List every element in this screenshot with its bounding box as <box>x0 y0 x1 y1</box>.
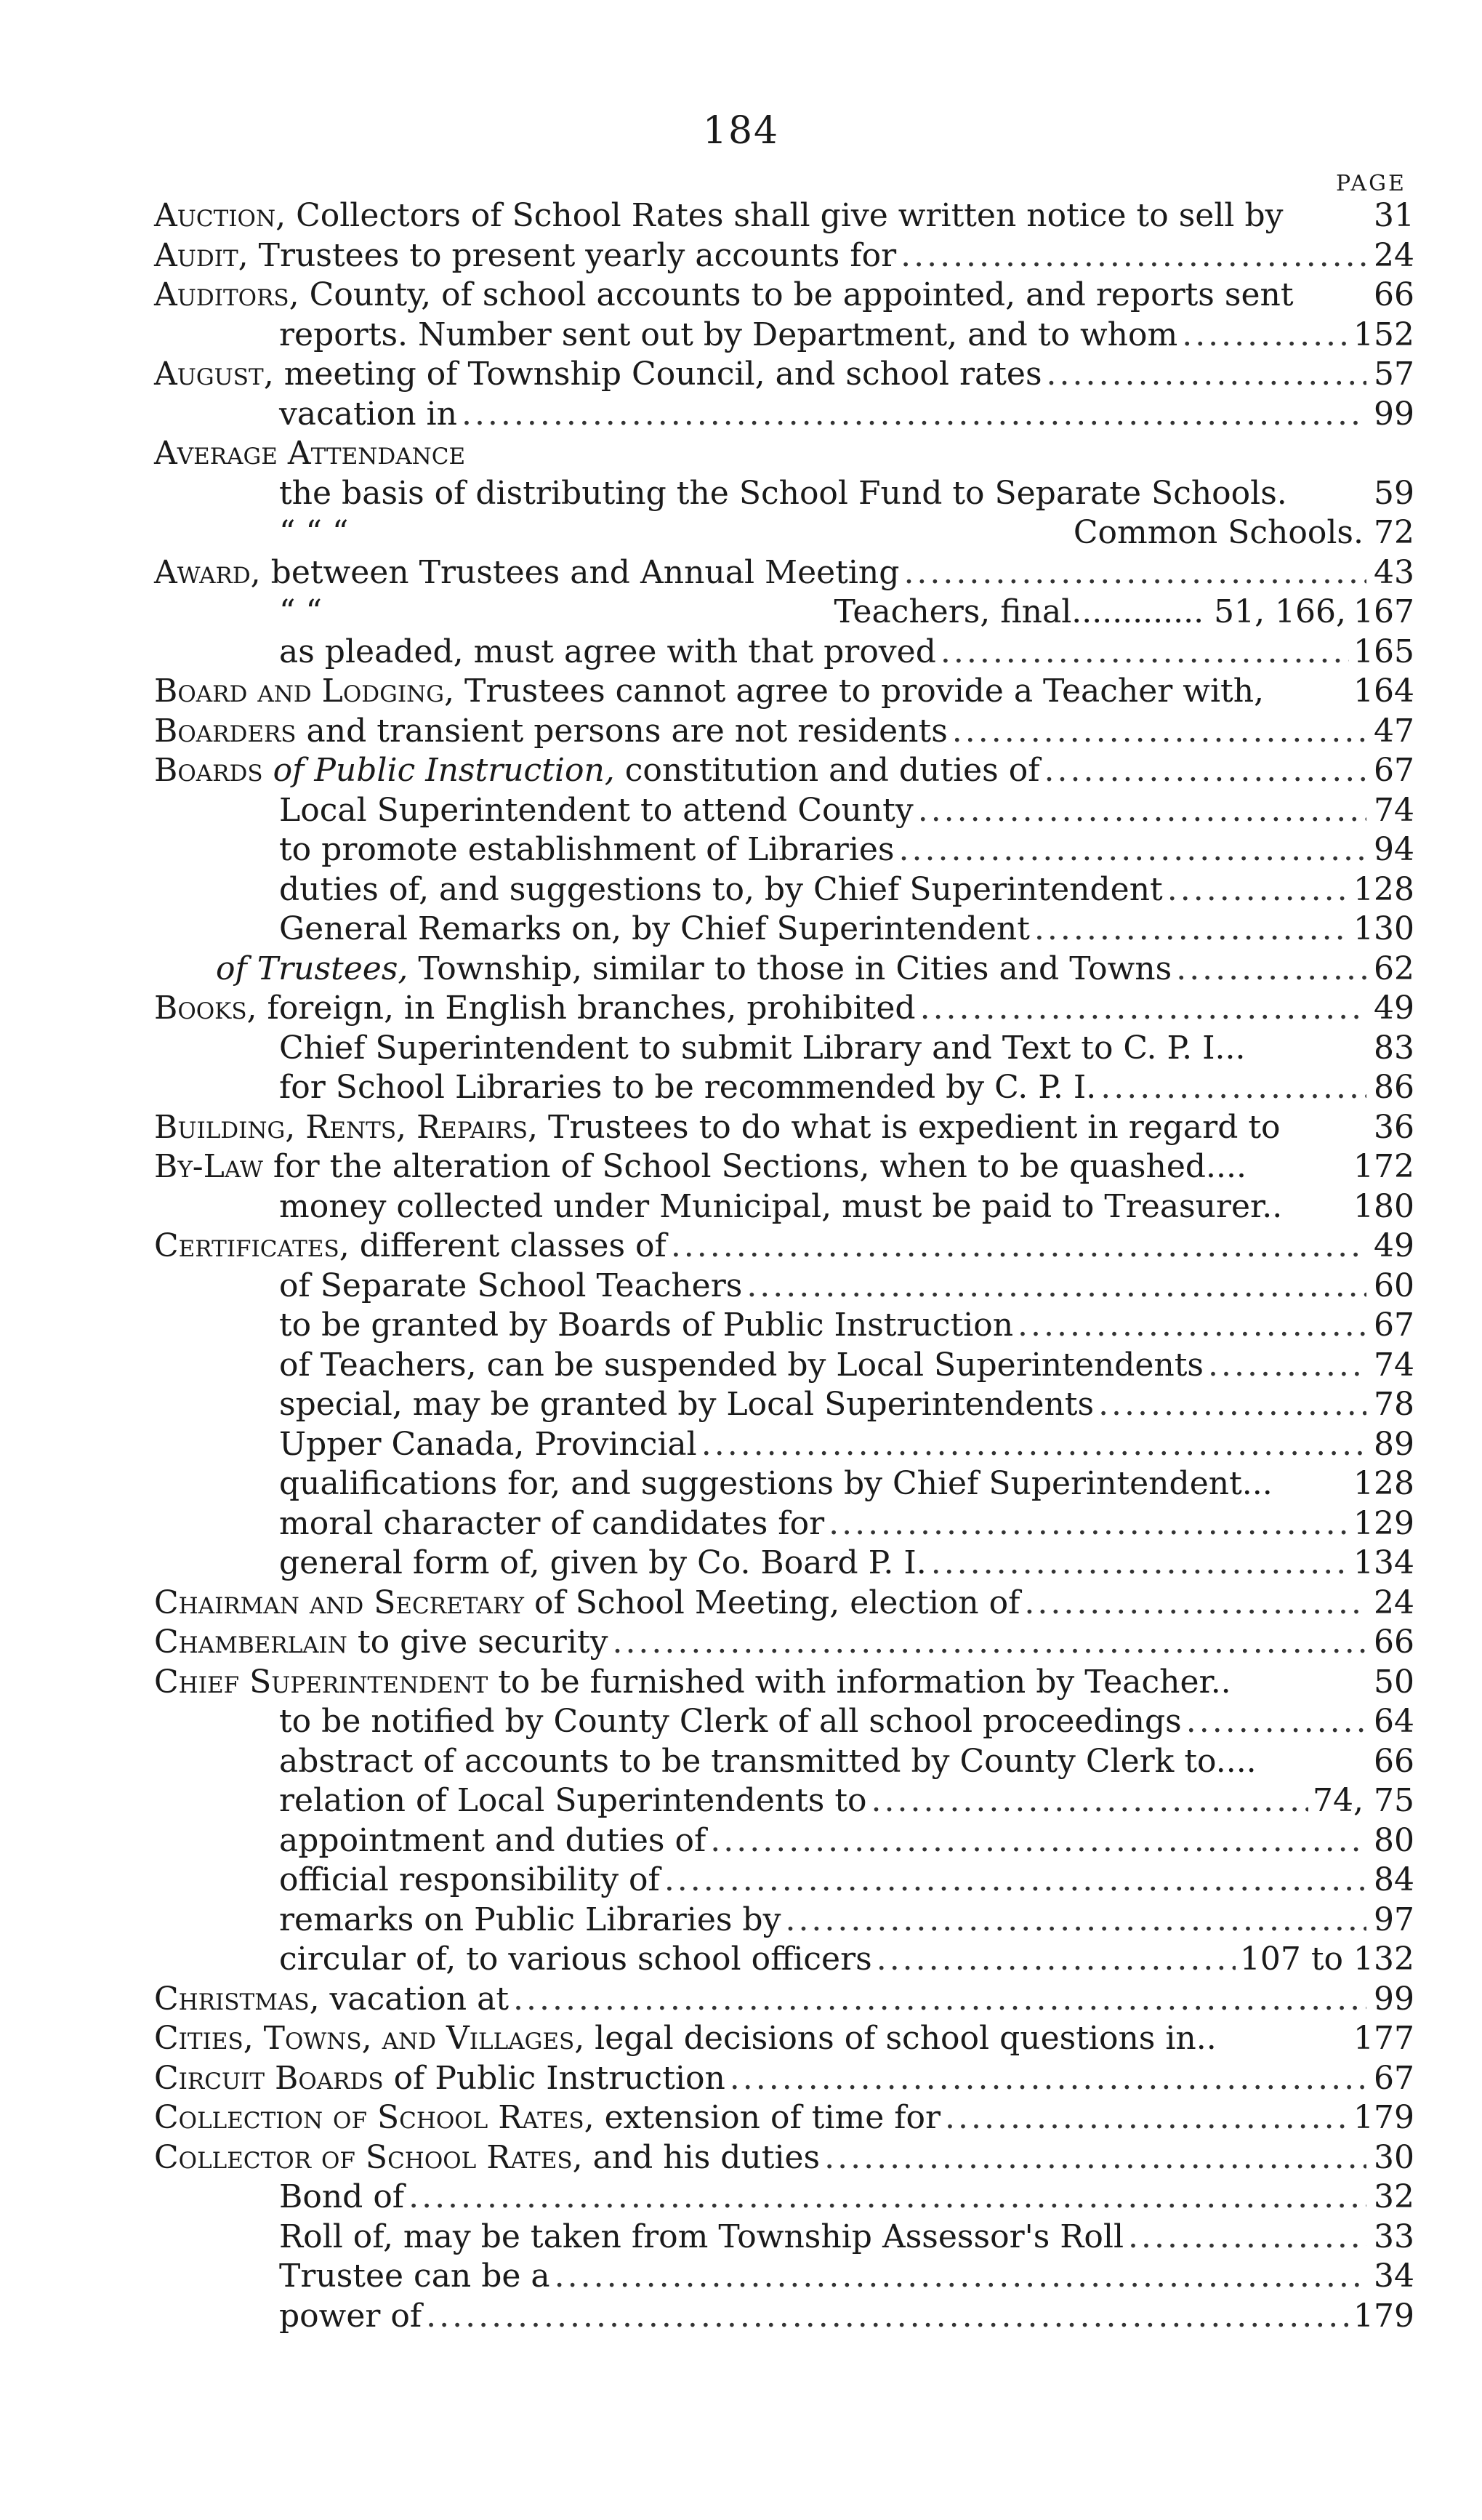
index-entry <box>154 2098 1414 2138</box>
entry-text <box>279 910 1030 950</box>
leader-dots <box>871 1781 1309 1821</box>
entry-text <box>279 316 1177 356</box>
leader-dots <box>462 395 1366 435</box>
leader-dots <box>1182 316 1349 356</box>
entry-heading: Average Attendance <box>154 435 466 472</box>
page-ref: 94 <box>1374 831 1414 868</box>
page-ref: 128 <box>1353 870 1414 908</box>
entry-body: different classes of <box>349 1227 667 1264</box>
entry-body: as pleaded, must agree with that proved <box>279 633 936 670</box>
index-entry <box>154 2297 1414 2337</box>
entry-body: of School Meeting, election of <box>523 1584 1020 1621</box>
entry-text <box>154 1147 1247 1187</box>
entry-body: County, of school accounts to be appointed, and reports sent <box>299 276 1294 313</box>
page-ref: 107 to 132 <box>1239 1941 1414 1978</box>
leader-dots <box>903 553 1366 593</box>
index-entry <box>154 1821 1414 1861</box>
entry-text <box>154 989 916 1029</box>
entry-text <box>279 1385 1094 1425</box>
page-ref: 24 <box>1374 1584 1414 1621</box>
index-entry <box>154 1702 1414 1742</box>
page-ref: 130 <box>1353 910 1414 947</box>
page-column-header: PAGE <box>1336 171 1406 196</box>
entry-text <box>279 1425 697 1465</box>
index-entry <box>154 1980 1414 2020</box>
leader-dots <box>952 712 1366 752</box>
page-ref: 179 <box>1353 2099 1414 2136</box>
leader-dots <box>901 236 1366 276</box>
leader-dots <box>408 2178 1366 2218</box>
leader-dots <box>671 1227 1366 1267</box>
leader-dots <box>1128 2218 1366 2258</box>
leader-dots <box>931 1544 1349 1584</box>
entry-heading: Auction, <box>154 197 286 234</box>
leader-dots <box>746 1267 1366 1307</box>
leader-dots <box>1208 1346 1366 1386</box>
index-entry <box>154 1861 1414 1901</box>
index-entry <box>154 1663 1414 1703</box>
page-ref: 78 <box>1374 1386 1414 1423</box>
entry-body: Local Superintendent to attend County <box>279 791 914 829</box>
page-ref: 43 <box>1374 553 1414 591</box>
entry-text <box>154 2059 725 2099</box>
entry-heading: Award, <box>154 553 261 591</box>
entry-body: to be furnished with information by Teacher.. <box>488 1663 1231 1701</box>
leader-dots <box>941 633 1349 673</box>
entry-body: appointment and duties of <box>279 1821 706 1859</box>
page-ref: 86 <box>1374 1069 1414 1106</box>
entry-text <box>154 712 948 752</box>
entry-heading: Circuit Boards <box>154 2059 384 2097</box>
entry-text <box>279 1187 1282 1227</box>
entry-body: general form of, given by Co. Board P. I. <box>279 1544 927 1581</box>
index-entry <box>154 1544 1414 1584</box>
entry-text <box>154 1108 1281 1148</box>
index-entry <box>154 910 1414 950</box>
entry-heading: Audit, <box>154 236 249 274</box>
page-ref: 177 <box>1353 2020 1414 2057</box>
index-entry <box>154 830 1414 870</box>
entry-body: for School Libraries to be recommended by C. P. I. <box>279 1069 1097 1106</box>
entry-heading: Chairman and Secretary <box>154 1584 524 1621</box>
index-entry <box>154 1267 1414 1307</box>
leader-dots <box>918 791 1366 831</box>
entry-heading: Auditors, <box>154 276 299 313</box>
leader-dots <box>899 830 1366 870</box>
entry-text: Common Schools. <box>1073 514 1364 551</box>
page-ref: 34 <box>1374 2258 1414 2295</box>
entry-body: special, may be granted by Local Superintendents <box>279 1386 1095 1423</box>
entry-italic: of Public Instruction, <box>262 752 615 789</box>
page-ref: 67 <box>1374 1307 1414 1344</box>
leader-dots <box>1024 1584 1366 1624</box>
entry-heading: Collection of School Rates, <box>154 2099 595 2136</box>
leader-dots <box>1034 910 1349 950</box>
entry-text <box>279 1464 1273 1504</box>
page-ref: 72 <box>1374 514 1414 551</box>
entry-italic: of Trustees, <box>216 950 408 987</box>
index-entry <box>154 712 1414 752</box>
page-ref: 134 <box>1353 1544 1414 1581</box>
entry-heading: Boards <box>154 752 263 789</box>
entry-body: for the alteration of School Sections, when to be quashed.... <box>262 1148 1247 1185</box>
leader-dots <box>513 1980 1366 2020</box>
index-entry <box>154 2059 1414 2099</box>
index-entry <box>154 553 1414 593</box>
page-ref: 36 <box>1374 1108 1414 1146</box>
index-entry <box>154 1464 1414 1504</box>
index-entry <box>154 1346 1414 1386</box>
entry-text <box>279 1901 781 1941</box>
entry-text <box>154 2019 1217 2059</box>
entry-text <box>154 355 1042 395</box>
entry-body: foreign, in English branches, prohibited <box>257 990 916 1027</box>
page-ref: 180 <box>1353 1187 1414 1225</box>
entry-text <box>279 1267 742 1307</box>
entry-heading: Cities, Towns, and Villages, <box>154 2020 585 2057</box>
index-entry <box>154 1385 1414 1425</box>
index-entry <box>154 1068 1414 1108</box>
leader-dots <box>710 1821 1366 1861</box>
entry-body: duties of, and suggestions to, by Chief Superintendent <box>279 870 1163 908</box>
entry-body: Trustee can be a <box>279 2258 550 2295</box>
entry-text <box>279 2257 550 2297</box>
leader-dots <box>1167 870 1349 910</box>
index-entry <box>154 1306 1414 1346</box>
index-entry <box>154 2218 1414 2258</box>
entry-text <box>216 950 1172 990</box>
index-entry <box>154 1425 1414 1465</box>
entry-text <box>154 276 1294 316</box>
index-entry <box>154 1187 1414 1227</box>
page-ref: 99 <box>1374 1980 1414 2018</box>
index-entry <box>154 1623 1414 1663</box>
page-ref: 83 <box>1374 1029 1414 1067</box>
index-entry <box>154 633 1414 673</box>
leader-dots <box>1047 355 1366 395</box>
ditto-marks: “ “ “ <box>279 514 349 551</box>
page-ref: 47 <box>1374 712 1414 750</box>
leader-dots <box>829 1504 1349 1544</box>
entry-text <box>154 672 1264 712</box>
leader-dots <box>785 1901 1366 1941</box>
index-entry <box>154 2257 1414 2297</box>
index-entry <box>154 791 1414 831</box>
entry-text <box>154 2138 820 2178</box>
index-entry <box>154 316 1414 356</box>
entry-body: Trustees cannot agree to provide a Teacher with, <box>454 673 1265 710</box>
leader-dots <box>730 2059 1366 2099</box>
index-entry <box>154 870 1414 910</box>
entry-body: constitution and duties of <box>614 752 1040 789</box>
page-ref: 80 <box>1374 1821 1414 1859</box>
page-ref: 49 <box>1374 990 1414 1027</box>
leader-dots <box>612 1623 1366 1663</box>
entry-heading: Chamberlain <box>154 1624 347 1661</box>
entry-text <box>279 830 895 870</box>
leader-dots <box>426 2297 1349 2337</box>
entry-text <box>279 2178 404 2218</box>
index-entry <box>154 513 1414 553</box>
leader-dots <box>1098 1385 1366 1425</box>
page-ref: 179 <box>1353 2297 1414 2335</box>
entry-body: Trustees to present yearly accounts for <box>248 236 897 274</box>
page-ref: 74, 75 <box>1313 1782 1414 1819</box>
page-ref: 24 <box>1374 236 1414 274</box>
page-ref: 152 <box>1353 316 1414 353</box>
page-ref: 128 <box>1353 1465 1414 1502</box>
entry-body: legal decisions of school questions in.. <box>584 2020 1217 2057</box>
entry-text <box>279 1742 1257 1782</box>
entry-heading: Certificates, <box>154 1227 350 1264</box>
entry-text <box>279 1781 867 1821</box>
entry-body: qualifications for, and suggestions by Chief Superintendent... <box>279 1465 1273 1502</box>
index-entry <box>154 989 1414 1029</box>
entry-text <box>154 1584 1020 1624</box>
page-ref: 32 <box>1374 2178 1414 2215</box>
entry-text <box>154 553 899 593</box>
page-ref: 64 <box>1374 1703 1414 1740</box>
leader-dots <box>877 1940 1236 1980</box>
index-entry <box>154 1147 1414 1187</box>
entry-body: and transient persons are not residents <box>296 712 948 750</box>
entry-body: vacation in <box>279 395 457 433</box>
page-ref: 66 <box>1374 1742 1414 1780</box>
entry-text <box>279 474 1287 514</box>
entry-text <box>154 236 896 276</box>
entry-body: power of <box>279 2297 422 2335</box>
entry-body: remarks on Public Libraries by <box>279 1901 781 1938</box>
entry-text <box>279 1346 1204 1386</box>
index-entry <box>154 1504 1414 1544</box>
index-entry <box>154 672 1414 712</box>
index-entry <box>154 276 1414 316</box>
entry-text <box>154 196 1283 236</box>
entry-text <box>279 1940 872 1980</box>
entry-text <box>279 2297 422 2337</box>
index-entry <box>154 395 1414 435</box>
entry-text <box>279 1029 1246 1069</box>
entry-heading: Chief Superintendent <box>154 1663 488 1701</box>
index-entry <box>154 196 1414 236</box>
index-entry <box>154 1584 1414 1624</box>
entry-text <box>279 2218 1124 2258</box>
entry-heading: Books, <box>154 990 257 1027</box>
index-entry <box>154 2178 1414 2218</box>
page-ref: 30 <box>1374 2138 1414 2176</box>
page-ref: 97 <box>1374 1901 1414 1938</box>
index-entry <box>154 593 1414 633</box>
entry-body: Chief Superintendent to submit Library and Text to C. P. I... <box>279 1029 1246 1067</box>
page-ref: 167 <box>1353 593 1414 630</box>
page-ref: 67 <box>1374 2059 1414 2097</box>
page-ref: 165 <box>1353 633 1414 670</box>
index-entry <box>154 2019 1414 2059</box>
entry-text <box>279 1861 660 1901</box>
page-ref: 67 <box>1374 752 1414 789</box>
entry-heading: Building, Rents, Repairs, <box>154 1108 538 1146</box>
entry-body: extension of time for <box>594 2099 941 2136</box>
entry-heading: Board and Lodging, <box>154 673 455 710</box>
index-entry <box>154 1742 1414 1782</box>
entry-body: official responsibility of <box>279 1861 660 1898</box>
entry-text <box>279 1702 1182 1742</box>
entry-body: reports. Number sent out by Department, and to whom <box>279 316 1178 353</box>
entry-body: Collectors of School Rates shall give written notice to sell by <box>286 197 1284 234</box>
index-entry <box>154 1029 1414 1069</box>
entry-text <box>154 434 465 474</box>
entry-body: Upper Canada, Provincial <box>279 1425 697 1463</box>
ditto-marks: “ “ <box>279 593 322 630</box>
page-ref: 89 <box>1374 1425 1414 1463</box>
page-ref: 49 <box>1374 1227 1414 1264</box>
leader-dots <box>945 2098 1349 2138</box>
entry-text <box>279 1068 1096 1108</box>
entry-text <box>279 870 1163 910</box>
index-entry <box>154 1108 1414 1148</box>
entry-body: to be granted by Boards of Public Instruction <box>279 1307 1014 1344</box>
entry-body: to be notified by County Clerk of all school proceedings <box>279 1703 1182 1740</box>
entry-text <box>154 1227 667 1267</box>
entry-text <box>279 1306 1013 1346</box>
page-ref: 66 <box>1374 276 1414 313</box>
entry-heading: Boarders <box>154 712 297 750</box>
page-ref: 31 <box>1374 197 1414 234</box>
index-entry <box>154 236 1414 276</box>
index-entry <box>154 1781 1414 1821</box>
entry-body: of Public Instruction <box>383 2059 725 2097</box>
entry-body: meeting of Township Council, and school rates <box>273 356 1042 393</box>
entry-body: Trustees to do what is expedient in regard to <box>538 1108 1281 1146</box>
entry-text <box>279 633 936 673</box>
index-entry <box>154 434 1414 474</box>
page-ref: 60 <box>1374 1267 1414 1304</box>
page-ref: 99 <box>1374 395 1414 433</box>
entry-body: to give security <box>347 1624 608 1661</box>
page-ref: 164 <box>1353 673 1414 710</box>
entry-body: of Teachers, can be suspended by Local Superintendents <box>279 1346 1204 1384</box>
entry-heading: Christmas, <box>154 1980 320 2018</box>
leader-dots <box>555 2257 1366 2297</box>
entry-text: Teachers, final............. 51, 166, <box>834 593 1347 630</box>
entry-body: money collected under Municipal, must be paid to Treasurer.. <box>279 1187 1283 1225</box>
index-list <box>154 196 1414 2336</box>
index-entry <box>154 1901 1414 1941</box>
entry-body: to promote establishment of Libraries <box>279 831 895 868</box>
page-ref: 62 <box>1374 950 1414 987</box>
index-entry <box>154 2138 1414 2178</box>
leader-dots <box>824 2138 1366 2178</box>
page-ref: 172 <box>1353 1148 1414 1185</box>
entry-body: relation of Local Superintendents to <box>279 1782 867 1819</box>
page-ref: 57 <box>1374 356 1414 393</box>
index-entry <box>154 355 1414 395</box>
entry-body: General Remarks on, by Chief Superintendent <box>279 910 1030 947</box>
entry-body: and his duties <box>582 2138 821 2176</box>
index-entry <box>154 751 1414 791</box>
entry-text <box>279 791 914 831</box>
leader-dots <box>1018 1306 1366 1346</box>
page-number: 184 <box>702 109 780 153</box>
entry-heading: August, <box>154 356 274 393</box>
entry-text <box>279 1544 927 1584</box>
page-ref: 59 <box>1374 474 1414 512</box>
entry-text <box>279 1504 824 1544</box>
page-ref: 129 <box>1353 1504 1414 1542</box>
index-entry <box>154 950 1414 990</box>
page-ref: 66 <box>1374 1624 1414 1661</box>
entry-body: vacation at <box>319 1980 509 2018</box>
index-entry <box>154 474 1414 514</box>
leader-dots <box>920 989 1366 1029</box>
entry-body: between Trustees and Annual Meeting <box>260 553 900 591</box>
page-ref: 84 <box>1374 1861 1414 1898</box>
entry-body: abstract of accounts to be transmitted by County Clerk to.... <box>279 1742 1257 1780</box>
index-entry <box>154 1227 1414 1267</box>
entry-heading: By-Law <box>154 1148 263 1185</box>
index-entry <box>154 1940 1414 1980</box>
entry-text <box>154 1980 509 2020</box>
leader-dots <box>664 1861 1366 1901</box>
entry-text <box>154 2098 941 2138</box>
entry-text <box>279 395 457 435</box>
entry-body: of Separate School Teachers <box>279 1267 743 1304</box>
entry-body: Bond of <box>279 2178 405 2215</box>
entry-body: Township, similar to those in Cities and Towns <box>408 950 1172 987</box>
leader-dots <box>1176 950 1366 990</box>
leader-dots <box>1186 1702 1366 1742</box>
entry-heading: Collector of School Rates, <box>154 2138 583 2176</box>
entry-text <box>154 1663 1231 1703</box>
leader-dots <box>1044 751 1366 791</box>
page-ref: 74 <box>1374 1346 1414 1384</box>
page-ref: 50 <box>1374 1663 1414 1701</box>
leader-dots <box>701 1425 1366 1465</box>
entry-text <box>279 1821 706 1861</box>
page-ref: 33 <box>1374 2218 1414 2255</box>
page-ref: 74 <box>1374 791 1414 829</box>
entry-body: moral character of candidates for <box>279 1504 825 1542</box>
entry-body: circular of, to various school officers <box>279 1941 872 1978</box>
entry-body: Roll of, may be taken from Township Assessor's Roll <box>279 2218 1124 2255</box>
leader-dots <box>1100 1068 1366 1108</box>
entry-text <box>154 751 1040 791</box>
entry-body: the basis of distributing the School Fund to Separate Schools. <box>279 474 1287 512</box>
entry-text <box>154 1623 608 1663</box>
